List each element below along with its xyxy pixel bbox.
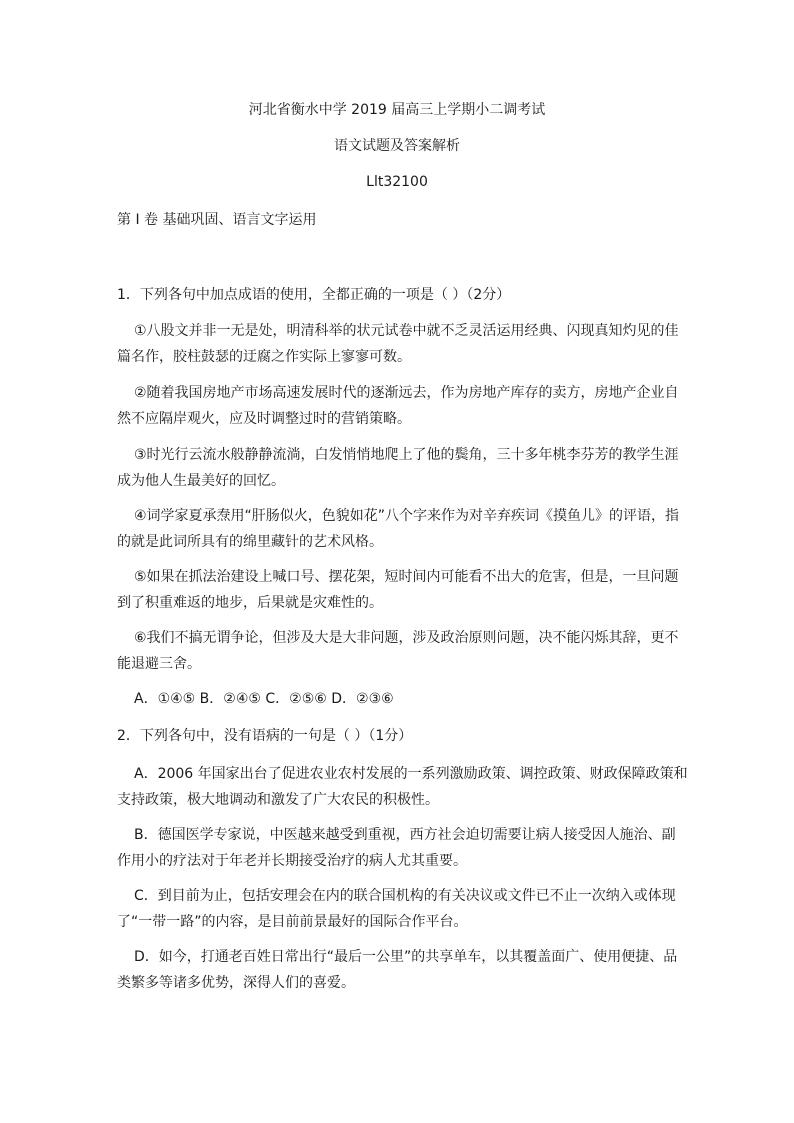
question-1-item-3 — [117, 442, 679, 494]
document-title: 河北省衡水中学 2019 届高三上学期小二调考试 — [248, 102, 546, 118]
option-line: C．到目前为止，包括安理会在内的联合国机构的有关决议或文件已不止一次纳入或体现 — [134, 888, 676, 904]
question-1-item-2 — [117, 380, 679, 432]
question-2-option-b — [117, 822, 679, 874]
option-line: 类繁多等诸多优势，深得人们的喜爱。 — [117, 975, 355, 991]
option-line: A．2006 年国家出台了促进农业农村发展的一系列激励政策、调控政策、财政保障政策和 — [134, 766, 688, 782]
option-line: B．德国医学专家说，中医越来越受到重视，西方社会迫切需要让病人接受因人施治、副 — [134, 827, 676, 843]
option-line: 了“一带一路”的内容，是目前前景最好的国际合作平台。 — [117, 914, 468, 930]
item-line: 到了积重难返的地步，后果就是灾难性的。 — [117, 595, 383, 611]
item-line: 能退避三舍。 — [117, 656, 201, 672]
question-1-item-4 — [117, 503, 679, 555]
question-stem: 1．下列各句中加点成语的使用，全都正确的一项是（ ）（2分） — [117, 287, 511, 303]
question-1-stem — [117, 282, 679, 308]
question-1-item-1 — [117, 318, 679, 370]
option-line: D．如今，打通老百姓日常出行“最后一公里”的共享单车，以其覆盖面广、使用便捷、品 — [134, 949, 678, 965]
question-2-option-a — [117, 761, 688, 813]
item-line: 的就是此词所具有的绵里藏针的艺术风格。 — [117, 534, 383, 550]
section-title: 第 I 卷 基础巩固、语言文字运用 — [117, 212, 317, 228]
question-2-option-d — [117, 944, 679, 996]
question-stem: 2．下列各句中，没有语病的一句是（ ）（1分） — [117, 728, 413, 744]
question-1-item-5 — [117, 564, 679, 616]
item-line: ②随着我国房地产市场高速发展时代的逐渐远去，作为房地产库存的卖方，房地产企业自 — [134, 385, 679, 401]
option-line: 支持政策，极大地调动和激发了广大农民的积极性。 — [117, 792, 439, 808]
option-line: 作用小的疗法对于年老并长期接受治疗的病人尤其重要。 — [117, 853, 467, 869]
question-2-stem — [117, 723, 679, 749]
question-2-option-c — [117, 883, 679, 935]
document-subtitle: 语文试题及答案解析 — [334, 138, 460, 154]
document-code: Llt32100 — [366, 174, 428, 190]
question-1-item-6 — [117, 625, 679, 677]
item-line: ①八股文并非一无是处，明清科举的状元试卷中就不乏灵活运用经典、闪现真知灼见的佳 — [134, 323, 679, 339]
item-line: ⑤如果在抓法治建设上喊口号、摆花架，短时间内可能看不出大的危害，但是，一旦问题 — [134, 569, 679, 585]
item-line: 篇名作，胶柱鼓瑟的迂腐之作实际上寥寥可数。 — [117, 349, 411, 365]
item-line: ③时光行云流水般静静流淌，白发悄悄地爬上了他的鬓角，三十多年桃李芬芳的教学生涯 — [134, 447, 679, 463]
item-line: ⑥我们不搞无谓争论，但涉及大是大非问题，涉及政治原则问题，决不能闪烁其辞，更不 — [134, 630, 679, 646]
item-line: ④词学家夏承焘用“肝肠似火，色貌如花”八个字来作为对辛弃疾词《摸鱼儿》的评语，指 — [134, 508, 680, 524]
question-1-options — [117, 686, 679, 712]
answer-options: A．①④⑤ B．②④⑤ C．②⑤⑥ D．②③⑥ — [134, 691, 394, 707]
item-line: 成为他人生最美好的回忆。 — [117, 473, 285, 489]
item-line: 然不应隔岸观火，应及时调整过时的营销策略。 — [117, 411, 411, 427]
